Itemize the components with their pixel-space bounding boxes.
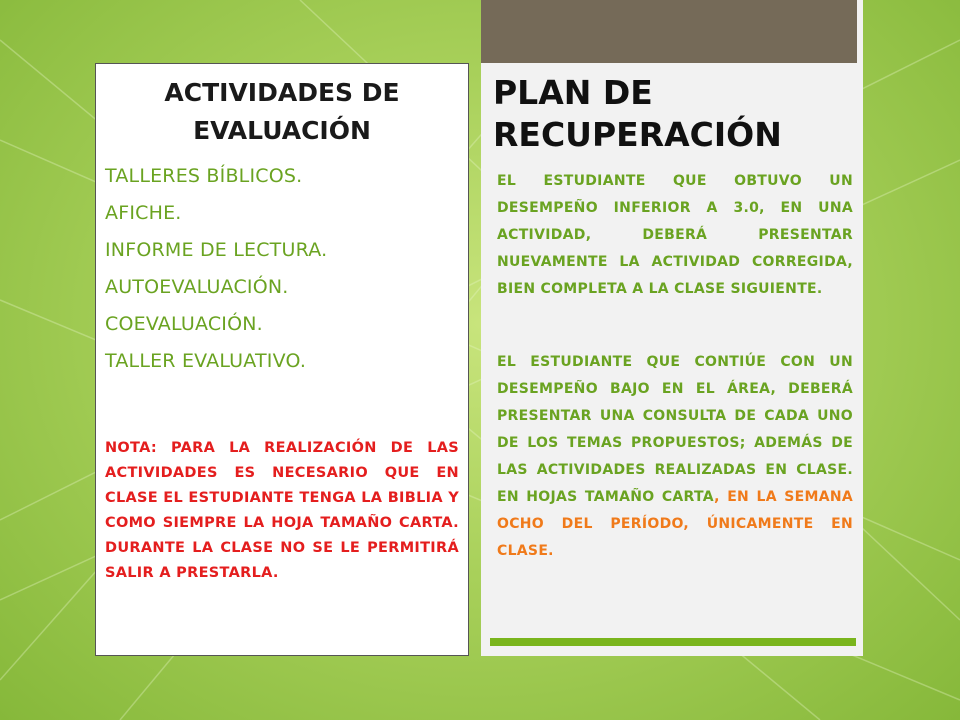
list-item: AUTOEVALUACIÓN.: [105, 276, 289, 298]
panel-top-bar: [481, 0, 857, 63]
panel-bottom-bar: [490, 638, 856, 646]
evaluation-activities-title: ACTIVIDADES DE EVALUACIÓN: [164, 78, 400, 145]
recovery-plan-title: PLAN DE RECUPERACIÓN: [493, 73, 782, 154]
paragraph-2-comma: ,: [714, 489, 728, 505]
paragraph-2-highlight: EN LA SEMANA OCHO DEL PERÍODO, ÚNICAMENTE EN CLASE.: [497, 489, 853, 559]
list-item: COEVALUACIÓN.: [105, 313, 263, 335]
evaluation-activities-card: [95, 63, 469, 656]
list-item: AFICHE.: [105, 202, 182, 224]
evaluation-activities-list: [105, 158, 327, 380]
recovery-paragraph-1: EL ESTUDIANTE QUE OBTUVO UN DESEMPEÑO INFERIOR A 3.0, EN UNA ACTIVIDAD, DEBERÁ PRESENTAR NUEVAMENTE LA ACTIVIDAD CORREGIDA, BIEN COMPLETA A LA CLASE SIGUIENTE.: [497, 173, 853, 297]
list-item: TALLERES BÍBLICOS.: [105, 165, 303, 187]
recovery-plan-panel: [481, 0, 863, 656]
note-text: NOTA: PARA LA REALIZACIÓN DE LAS ACTIVIDADES ES NECESARIO QUE EN CLASE EL ESTUDIANTE TENGA LA BIBLIA Y COMO SIEMPRE LA HOJA TAMAÑO CARTA. DURANTE LA CLASE NO SE LE PERMITIRÁ SALIR A PRESTARLA.: [105, 440, 459, 581]
list-item: TALLER EVALUATIVO.: [105, 350, 307, 372]
list-item: INFORME DE LECTURA.: [105, 239, 328, 261]
recovery-paragraph-2: [497, 349, 853, 565]
paragraph-2-main: EL ESTUDIANTE QUE CONTIÚE CON UN DESEMPEÑO BAJO EN EL ÁREA, DEBERÁ PRESENTAR UNA CONSULTA DE CADA UNO DE LOS TEMAS PROPUESTOS; ADEMÁS DE LAS ACTIVIDADES REALIZADAS EN CLASE. EN HOJAS TAMAÑO CARTA: [497, 354, 853, 505]
